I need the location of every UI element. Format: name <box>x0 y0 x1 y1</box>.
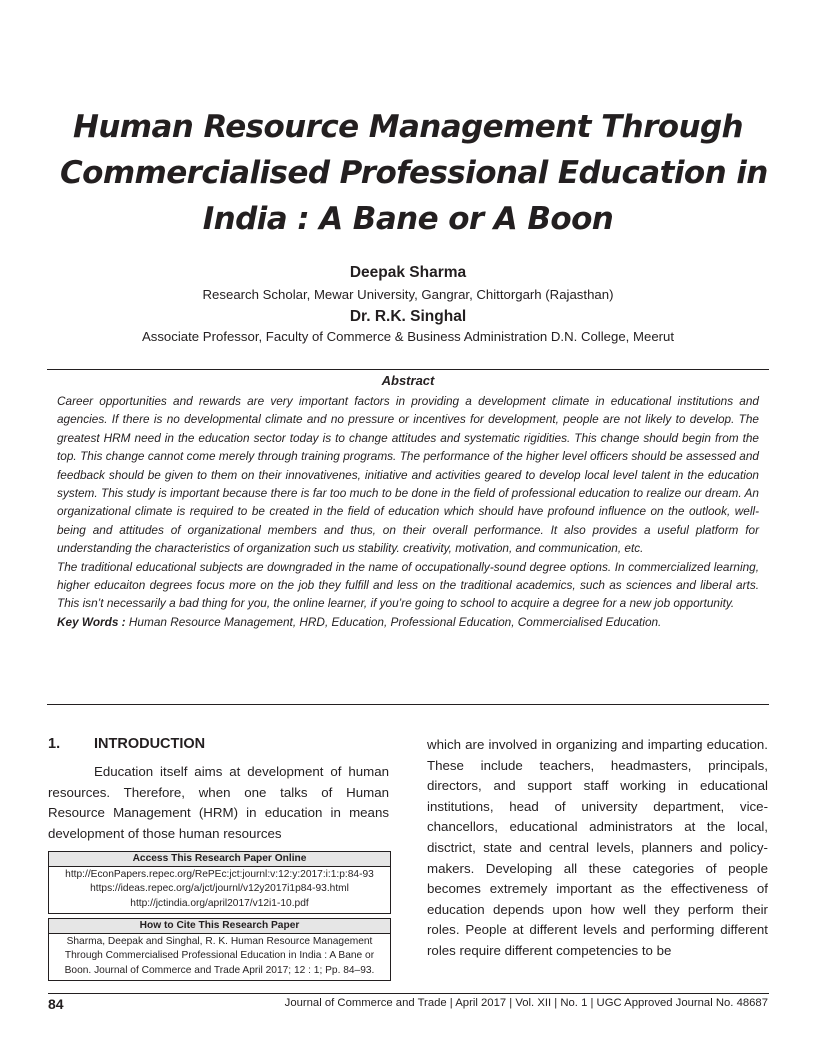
access-box <box>48 851 391 914</box>
author-affiliation: Research Scholar, Mewar University, Gangrar, Chittorgarh (Rajasthan) <box>202 287 614 302</box>
title-line: Commercialised Professional Education in <box>60 155 768 191</box>
title-line: India : A Bane or A Boon <box>202 201 614 237</box>
access-box-heading: Access This Research Paper Online <box>49 852 390 867</box>
body-paragraph: Education itself aims at development of human resources. Therefore, when one talks of Human Resource Management (HRM) in education in means development of those human resources <box>48 764 389 841</box>
abstract-heading: Abstract <box>381 373 435 388</box>
author-affiliation: Associate Professor, Faculty of Commerce & Business Administration D.N. College, Meerut <box>141 329 675 344</box>
keywords-label: Key Words : <box>57 614 126 629</box>
access-link[interactable]: http://EconPapers.repec.org/RePEc:jct:journl:v:12:y:2017:i:1:p:84-93 <box>65 869 374 881</box>
left-column <box>48 762 389 844</box>
access-link[interactable]: https://ideas.repec.org/a/jct/journl/v12y2017i1p84-93.html <box>90 883 349 895</box>
section-title: INTRODUCTION <box>94 736 206 752</box>
author-name: Deepak Sharma <box>349 264 467 281</box>
journal-info: Journal of Commerce and Trade | April 2017 | Vol. XII | No. 1 | UGC Approved Journal No. 48687 <box>284 997 768 1009</box>
body-paragraph: which are involved in organizing and imparting education. These include teachers, headmasters, principals, directors, and support staff working in educational institutions, head of university department, vice-chancellors, educational administrators at the local, disctrict, state and central levels, planners and policy-makers. Developing all these categories of people becomes extremely important as the effectiveness of education depends upon how well they perform their roles. People at different levels and performing different roles require different competencies to be <box>427 737 768 958</box>
author-name: Dr. R.K. Singhal <box>349 308 467 325</box>
section-number: 1. <box>48 736 61 752</box>
keywords <box>57 613 759 631</box>
right-column <box>427 735 768 962</box>
keywords-text: Human Resource Management, HRD, Education, Professional Education, Commercialised Education. <box>128 614 662 629</box>
cite-box-text: Sharma, Deepak and Singhal, R. K. Human Resource Management Through Commercialised Professional Education in India : A Bane or Boon. Journal of Commerce and Trade April 2017; 12 : 1; Pp. 84–93. <box>64 936 375 976</box>
access-link[interactable]: http://jctindia.org/april2017/v12i1-10.pdf <box>130 897 309 909</box>
footer-divider <box>48 993 769 994</box>
title-line: Human Resource Management Through <box>72 109 744 145</box>
section-heading <box>48 736 388 752</box>
paper-title <box>60 104 768 242</box>
page-number: 84 <box>48 996 64 1012</box>
abstract-paragraph: Career opportunities and rewards are very important factors in providing a development climate in educational institutions and agencies. If there is no developmental climate and no pressure or incentives for development, people are not likely to develop. The greatest HRM need in the education sector today is to change attitudes and systematic rigidities. This change should begin from the top. This change cannot come merely through training programs. The performance of the higher level officers should be assessed and feedback should be given to them on their innovativenes, initiative and activities geared to develop local level talent in the education system. This study is important because there is far too much to be done in the field of professional education to realize our dream. An organizational climate is required to be created in the field of education which should have profound influence on the outlook, well-being and attitudes of organizational members and thus, on their overall performance. It also provides a useful platform for understanding the characteristics of organization such us stability. creativity, motivation, and communication, etc. <box>57 394 759 556</box>
access-box-links <box>49 867 390 913</box>
cite-box-heading: How to Cite This Research Paper <box>49 919 390 934</box>
abstract-paragraph: The traditional educational subjects are downgraded in the name of occupationally-sound degree options. In commercialized learning, higher educaiton degrees focus more on the job they fulfill and less on the traditional academics, such as sciences and liberal arts. This isn’t necessarily a bad thing for you, the online learner, if you’re going to school to acquire a degree for a new job opportunity. <box>57 559 759 611</box>
cite-box <box>48 918 391 981</box>
abstract-text <box>57 392 759 631</box>
